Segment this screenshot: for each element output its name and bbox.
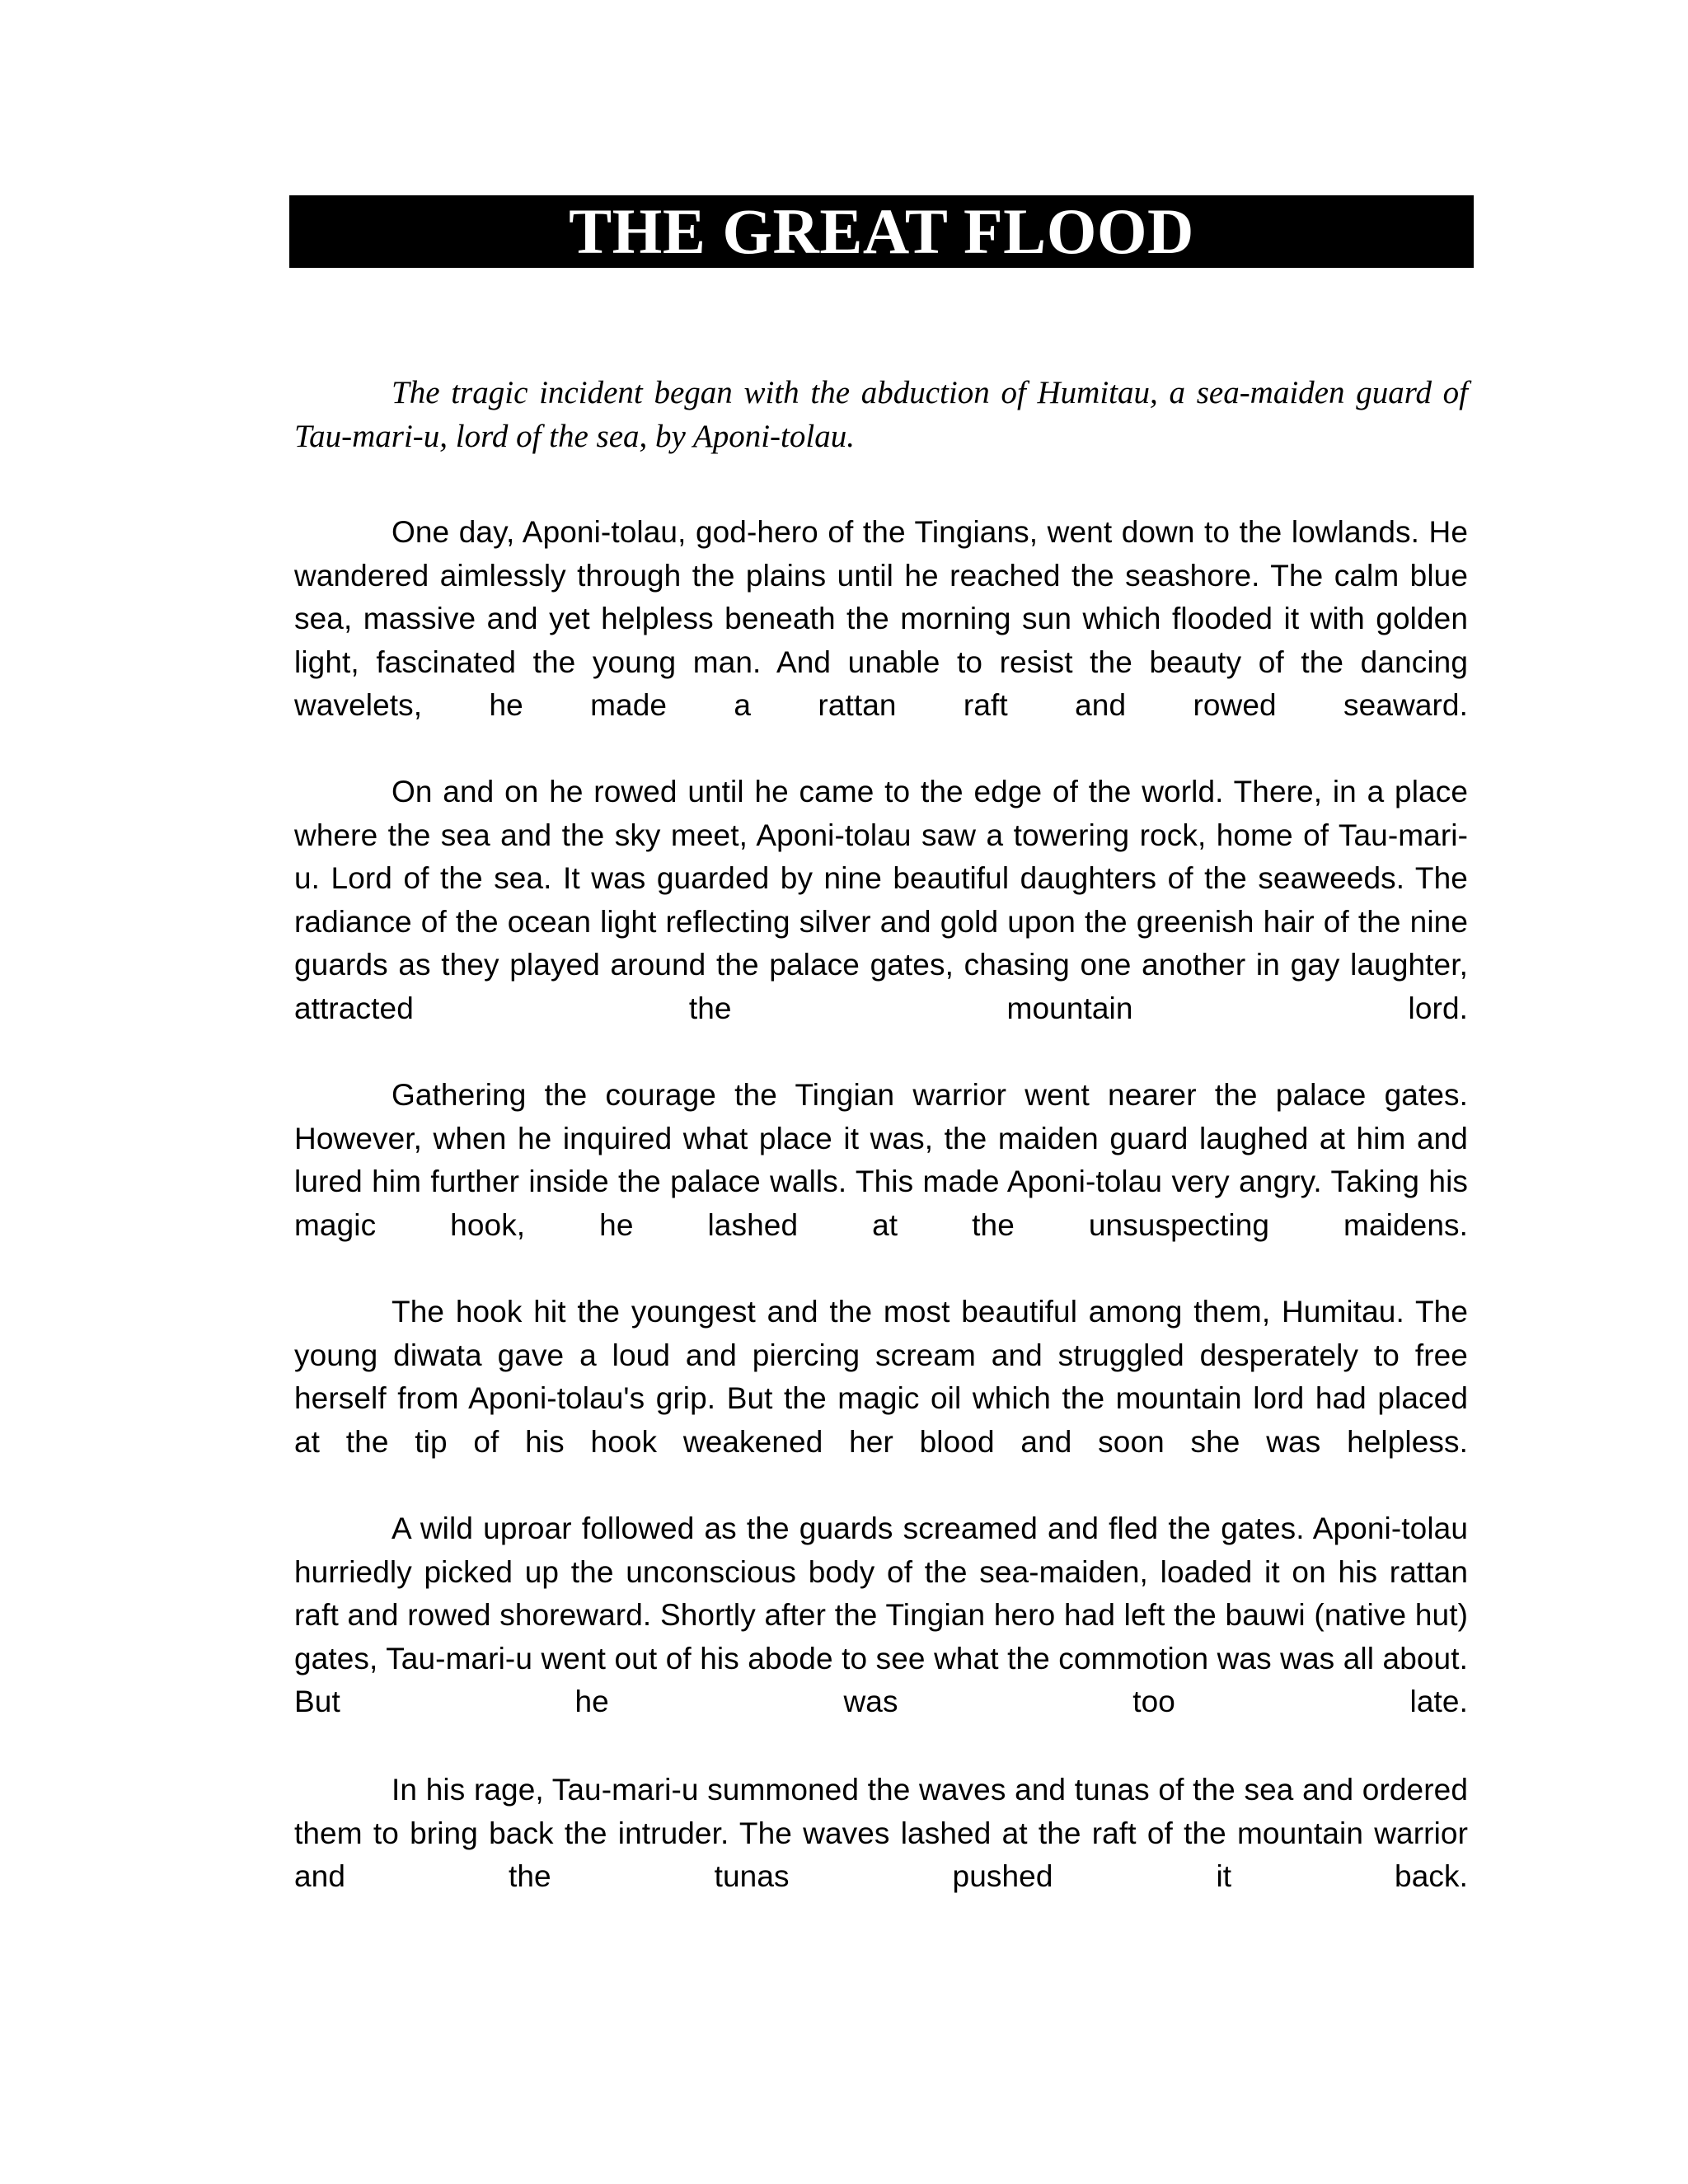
body-paragraph-2: On and on he rowed until he came to the edge of the world. There, in a place where the sea and the sky meet, Aponi-tolau saw a towering rock, home of Tau-mari-u. Lord of the sea. It was guarded by nine beautiful daughters of the seaweeds. The radiance of the ocean light reflecting silver and gold upon the greenish hair of the nine guards as they played around the palace gates, chasing one another in gay laughter, attracted the mountain lord.: [294, 775, 1468, 1025]
body-paragraph-3: Gathering the courage the Tingian warrior went nearer the palace gates. However, when he inquired what place it was, the maiden guard laughed at him and lured him further inside the palace walls. This made Aponi-tolau very angry. Taking his magic hook, he lashed at the unsuspecting maidens.: [294, 1078, 1468, 1242]
body-paragraph-5: A wild uproar followed as the guards screamed and fled the gates. Aponi-tolau hurriedly picked up the unconscious body of the sea-maiden, loaded it on his rattan raft and rowed shoreward. Shortly after the Tingian hero had left the bauwi (native hut) gates, Tau-mari-u went out of his abode to see what the commotion was was all about. But he was too late.: [294, 1511, 1468, 1718]
intro-paragraph: The tragic incident began with the abduction of Humitau, a sea-maiden guard of Tau-mari-u, lord of the sea, by Aponi-tolau.: [294, 375, 1468, 454]
body-paragraph-4: The hook hit the youngest and the most beautiful among them, Humitau. The young diwata gave a loud and piercing scream and struggled desperately to free herself from Aponi-tolau's grip. But the magic oil which the mountain lord had placed at the tip of his hook weakened her blood and soon she was helpless.: [294, 1295, 1468, 1459]
body-paragraph-1: One day, Aponi-tolau, god-hero of the Tingians, went down to the lowlands. He wandered aimlessly through the plains until he reached the seashore. The calm blue sea, massive and yet helpless beneath the morning sun which flooded it with golden light, fascinated the young man. And unable to resist the beauty of the dancing wavelets, he made a rattan raft and rowed seaward.: [294, 515, 1468, 722]
title-banner: [289, 195, 1474, 268]
page-title: THE GREAT FLOOD: [569, 195, 1194, 267]
body-paragraph-6: In his rage, Tau-mari-u summoned the waves and tunas of the sea and ordered them to bring back the intruder. The waves lashed at the raft of the mountain warrior and the tunas pushed it back.: [294, 1773, 1468, 1893]
